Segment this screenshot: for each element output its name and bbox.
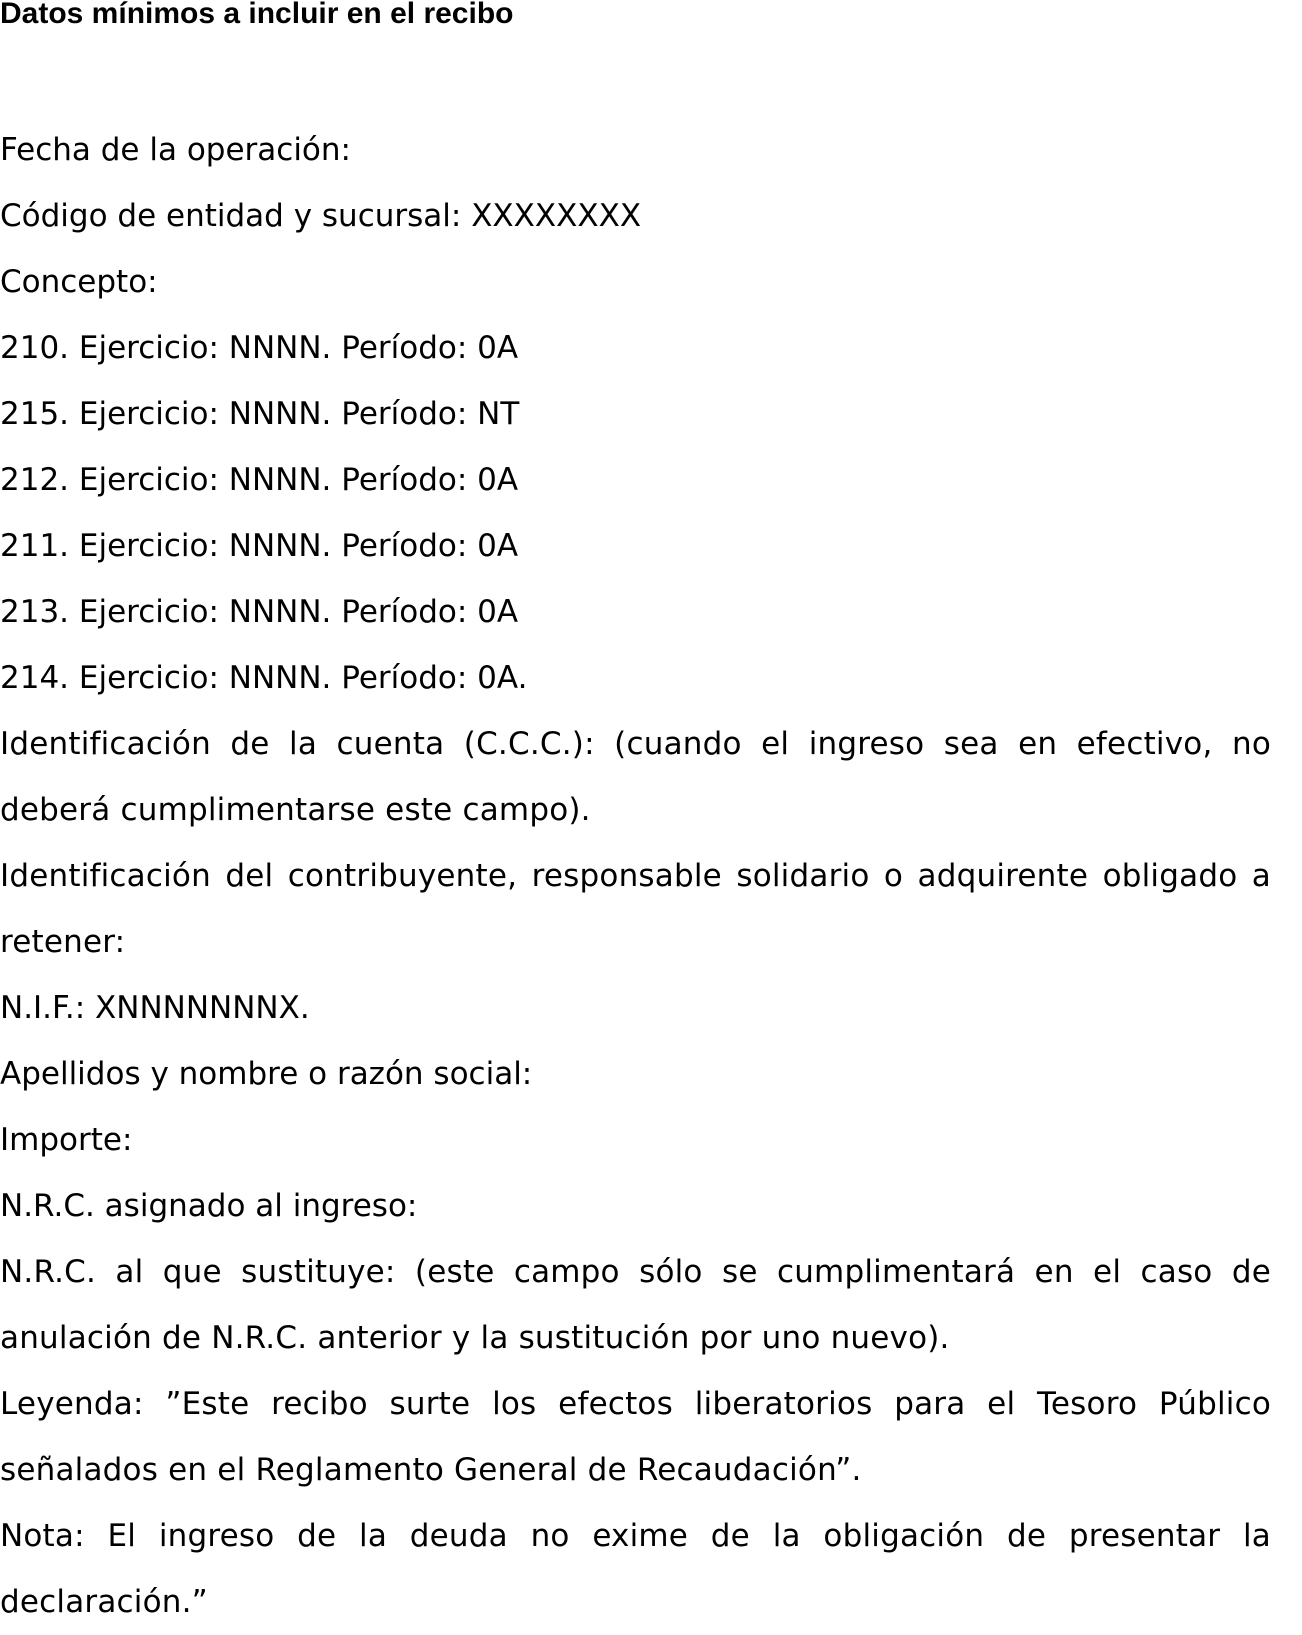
contribuyente-paragraph: Identificación del contribuyente, responsable solidario o adquirente obligado a retener:	[0, 858, 1271, 960]
fecha-line: Fecha de la operación:	[0, 132, 351, 168]
codigo-line: Código de entidad y sucursal: XXXXXXXX	[0, 198, 642, 234]
document-title: Datos mínimos a incluir en el recibo	[0, 0, 514, 30]
concepto-item: 211. Ejercicio: NNNN. Período: 0A	[0, 528, 519, 564]
nrc-asignado-line: N.R.C. asignado al ingreso:	[0, 1188, 418, 1224]
cuenta-paragraph: Identificación de la cuenta (C.C.C.): (cuando el ingreso sea en efectivo, no deberá cumplimentarse este campo).	[0, 726, 1271, 828]
concepto-item: 213. Ejercicio: NNNN. Período: 0A	[0, 594, 519, 630]
concepto-item: 210. Ejercicio: NNNN. Período: 0A	[0, 330, 519, 366]
leyenda-paragraph: Leyenda: ”Este recibo surte los efectos liberatorios para el Tesoro Público señalados en el Reglamento General de Recaudación”.	[0, 1386, 1271, 1488]
nif-line: N.I.F.: XNNNNNNNX.	[0, 990, 310, 1026]
concepto-item: 215. Ejercicio: NNNN. Período: NT	[0, 396, 520, 432]
concepto-line: Concepto:	[0, 264, 158, 300]
concepto-item: 214. Ejercicio: NNNN. Período: 0A.	[0, 660, 528, 696]
document-body	[0, 117, 1271, 1635]
nrc-sustituye-paragraph: N.R.C. al que sustituye: (este campo sólo se cumplimentará en el caso de anulación de N.R.C. anterior y la sustitución por uno nuevo).	[0, 1254, 1271, 1356]
importe-line: Importe:	[0, 1122, 133, 1158]
nota-paragraph: Nota: El ingreso de la deuda no exime de la obligación de presentar la declaración.”	[0, 1518, 1271, 1620]
apellidos-line: Apellidos y nombre o razón social:	[0, 1056, 533, 1092]
concepto-item: 212. Ejercicio: NNNN. Período: 0A	[0, 462, 519, 498]
